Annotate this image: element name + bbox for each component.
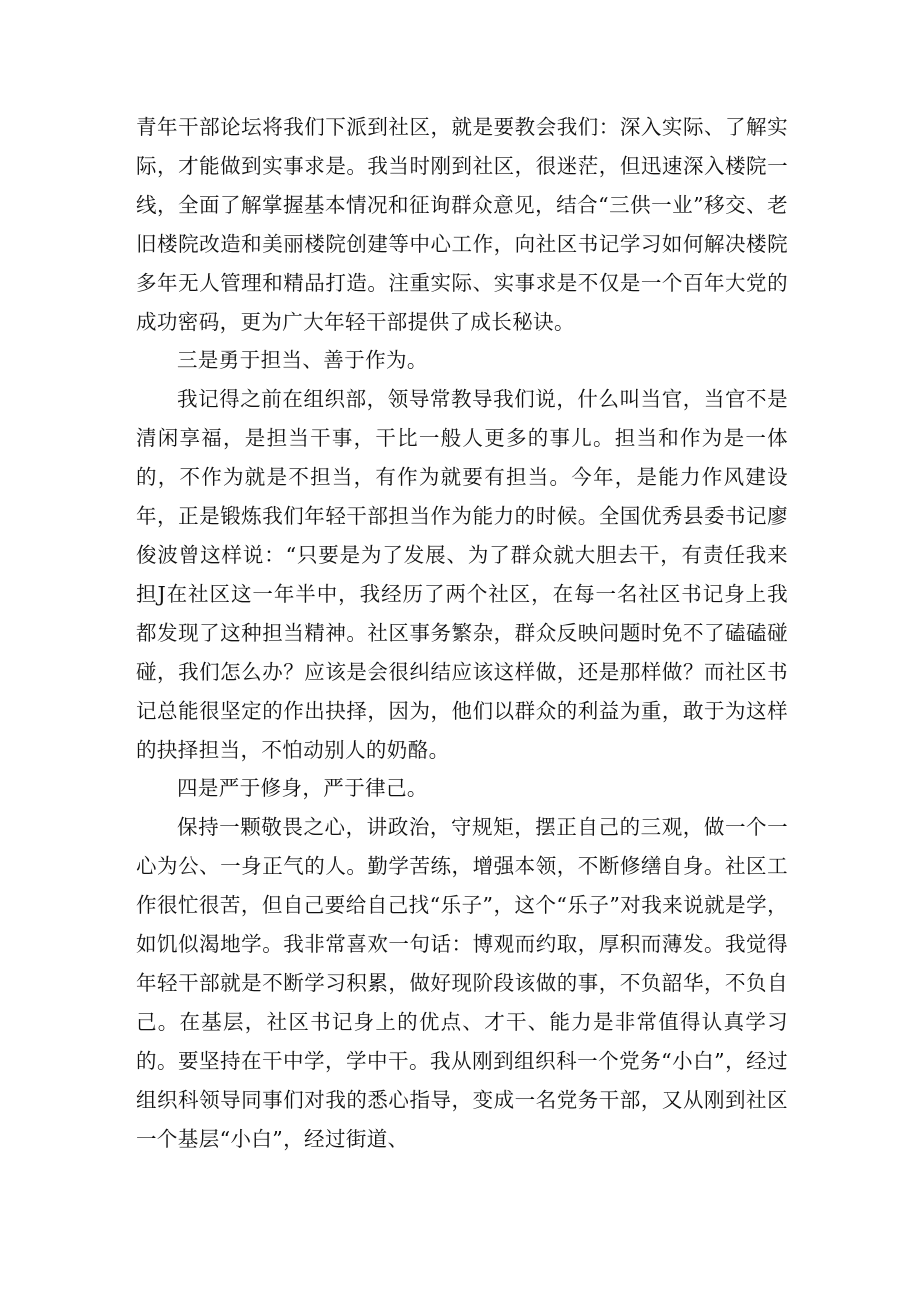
paragraph-heading-4: 四是严于修身，严于律己。 xyxy=(177,776,428,801)
paragraph-3: 保持一颗敬畏之心，讲政治，守规矩，摆正自己的三观，做一个一心为公、一身正气的人。勤学苦练，增强本领，不断修缮自身。社区工作很忙很苦，但自己要给自己找“乐子”，这个“乐子”对我来说就是学，如饥似渴地学。我非常喜欢一句话：博观而约取，厚积而薄发。我觉得年轻干部就是不断学习积累，做好现阶段该做的事，不负韶华，不负自己。在基层，社区书记身上的优点、才干、能力是非常值得认真学习的。要坚持在干中学，学中干。我从刚到组织科一个党务“小白”，经过组织科领导同事们对我的悉心指导，变成一名党务干部，又从刚到社区一个基层“小白”，经过街道、 xyxy=(136,815,788,1151)
paragraph-heading-3: 三是勇于担当、善于作为。 xyxy=(177,348,428,373)
paragraph-1: 青年干部论坛将我们下派到社区，就是要教会我们：深入实际、了解实际，才能做到实事求是。我当时刚到社区，很迷茫，但迅速深入楼院一线，全面了解掌握基本情况和征询群众意见，结合“三供一业”移交、老旧楼院改造和美丽楼院创建等中心工作，向社区书记学习如何解决楼院多年无人管理和精品打造。注重实际、实事求是不仅是一个百年大党的成功密码，更为广大年轻干部提供了成长秘诀。 xyxy=(136,115,788,334)
paragraph-2: 我记得之前在组织部，领导常教导我们说，什么叫当官，当官不是清闲享福，是担当干事，干比一般人更多的事儿。担当和作为是一体的，不作为就是不担当，有作为就要有担当。今年，是能力作风建设年，正是锻炼我们年轻干部担当作为能力的时候。全国优秀县委书记廖俊波曾这样说：“只要是为了发展、为了群众就大胆去干，有责任我来担J在社区这一年半中，我经历了两个社区，在每一名社区书记身上我都发现了这种担当精神。社区事务繁杂，群众反映问题时免不了磕磕碰碰，我们怎么办？应该是会很纠结应该这样做，还是那样做？而社区书记总能很坚定的作出抉择，因为，他们以群众的利益为重，敢于为这样的抉择担当，不怕动别人的奶酪。 xyxy=(136,387,788,762)
document-page xyxy=(136,108,788,1158)
